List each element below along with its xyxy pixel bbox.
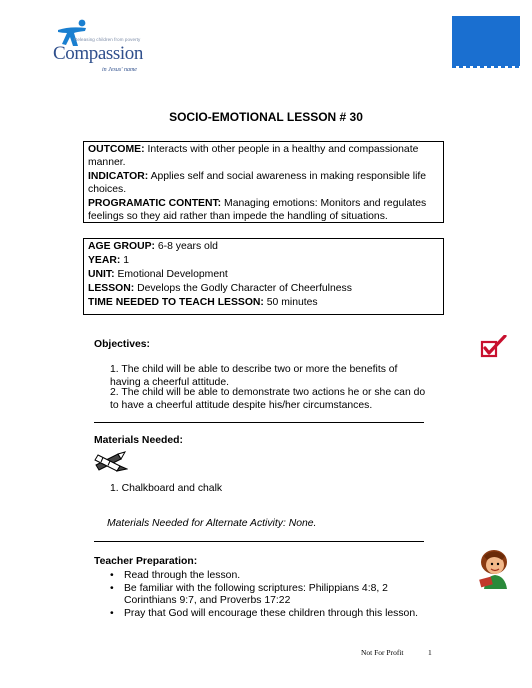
objective-text-1: The child will be able to describe two or more the benefits of having a cheerful attitude. — [110, 364, 398, 388]
crayons-icon — [94, 450, 128, 472]
red-checkmark-icon — [480, 335, 508, 359]
objective-number-2: 2. — [110, 387, 119, 398]
unit-value: Emotional Development — [117, 269, 228, 280]
objective-text-2: The child will be able to demonstrate two actions he or she can do to have a cheerful attitude despite his/her circumstances. — [110, 387, 426, 411]
preparation-bullet-2 — [102, 583, 432, 608]
lesson-info-box — [83, 238, 444, 315]
preparation-bullet-text-3: Pray that God will encourage these children through this lesson. — [124, 607, 418, 619]
indicator-row — [88, 170, 439, 196]
bullet-icon: • — [110, 582, 114, 594]
programatic-content-label: PROGRAMATIC CONTENT: — [88, 198, 222, 209]
logo-wordmark: Compassion — [53, 43, 143, 64]
objective-number-1: 1. — [110, 364, 119, 375]
year-value: 1 — [123, 255, 130, 266]
year-row — [88, 254, 439, 267]
section-divider — [94, 422, 424, 423]
age-group-label: AGE GROUP: — [88, 241, 155, 252]
objective-item-2 — [110, 386, 430, 412]
teacher-preparation-heading: Teacher Preparation: — [94, 556, 198, 567]
compassion-logo — [50, 18, 170, 73]
footer-notice: Not For Profit — [361, 648, 404, 657]
outcome-row — [88, 143, 439, 169]
bullet-icon: • — [110, 607, 114, 619]
logo-tagline: Releasing children from poverty — [74, 37, 141, 42]
teacher-cartoon-icon — [478, 548, 512, 590]
materials-number-1: 1. — [110, 483, 119, 494]
preparation-bullet-3 — [102, 608, 432, 621]
outcome-box — [83, 141, 444, 223]
time-needed-value: 50 minutes — [266, 297, 318, 308]
programatic-content-row — [88, 197, 439, 223]
materials-text-1: Chalkboard and chalk — [121, 483, 223, 494]
page-number: 1 — [428, 648, 432, 657]
preparation-list — [102, 570, 432, 620]
materials-item-1 — [110, 482, 222, 495]
section-divider-2 — [94, 541, 424, 542]
bullet-icon: • — [110, 570, 114, 581]
year-label: YEAR: — [88, 255, 121, 266]
outcome-text: Interacts with other people in a healthy and compassionate manner. — [88, 144, 419, 168]
unit-row — [88, 268, 439, 281]
logo-subline: in Jesus' name — [102, 67, 137, 73]
lesson-row — [88, 282, 439, 295]
alternate-materials: Materials Needed for Alternate Activity: None. — [107, 518, 317, 529]
age-group-row — [88, 240, 439, 253]
outcome-label: OUTCOME: — [88, 144, 145, 155]
time-needed-row — [88, 296, 439, 309]
indicator-text: Applies self and social awareness in making responsible life choices. — [88, 171, 427, 195]
page-title: SOCIO-EMOTIONAL LESSON # 30 — [169, 110, 363, 124]
lesson-label: LESSON: — [88, 283, 135, 294]
preparation-bullet-1 — [102, 570, 432, 583]
preparation-bullet-text-2: Be familiar with the following scriptures: Philippians 4:8, 2 Corinthians 9:7, and Proverbs 17:22 — [124, 582, 388, 606]
time-needed-label: TIME NEEDED TO TEACH LESSON: — [88, 297, 264, 308]
indicator-label: INDICATOR: — [88, 171, 149, 182]
programatic-content-text: Managing emotions: Monitors and regulates feelings so they aid rather than impede the handling of situations. — [88, 198, 427, 222]
lesson-value: Develops the Godly Character of Cheerfulness — [137, 283, 352, 294]
unit-label: UNIT: — [88, 269, 115, 280]
materials-heading: Materials Needed: — [94, 435, 183, 446]
blue-stamp-icon — [452, 16, 520, 66]
objectives-heading: Objectives: — [94, 339, 151, 350]
preparation-bullet-text-1: Read through the lesson. — [124, 570, 241, 581]
age-group-value: 6-8 years old — [157, 241, 218, 252]
